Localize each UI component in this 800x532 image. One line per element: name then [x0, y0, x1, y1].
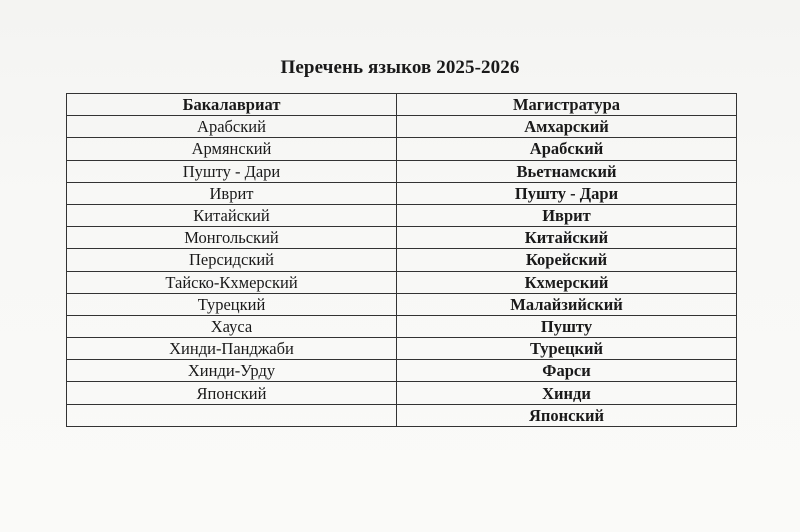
bachelor-language-cell: Монгольский — [67, 227, 397, 249]
table-row — [67, 315, 737, 337]
master-language-cell: Малайзийский — [397, 293, 737, 315]
bachelor-language-cell: Иврит — [67, 182, 397, 204]
table-body — [67, 116, 737, 427]
master-language-cell: Амхарский — [397, 116, 737, 138]
bachelor-language-cell: Персидский — [67, 249, 397, 271]
table-row — [67, 293, 737, 315]
bachelor-language-cell: Турецкий — [67, 293, 397, 315]
bachelor-language-cell: Арабский — [67, 116, 397, 138]
table-row — [67, 160, 737, 182]
bachelor-language-cell: Хинди-Урду — [67, 360, 397, 382]
master-language-cell: Китайский — [397, 227, 737, 249]
table-row — [67, 271, 737, 293]
table-row — [67, 204, 737, 226]
table-row — [67, 360, 737, 382]
bachelor-language-cell: Пушту - Дари — [67, 160, 397, 182]
master-language-cell: Хинди — [397, 382, 737, 404]
master-language-cell: Пушту — [397, 315, 737, 337]
master-language-cell: Турецкий — [397, 338, 737, 360]
table-row — [67, 338, 737, 360]
table-row — [67, 116, 737, 138]
master-language-cell: Иврит — [397, 204, 737, 226]
master-language-cell: Фарси — [397, 360, 737, 382]
master-language-cell: Пушту - Дари — [397, 182, 737, 204]
table-row — [67, 404, 737, 426]
master-language-cell: Корейский — [397, 249, 737, 271]
column-header-bachelor: Бакалавриат — [67, 94, 397, 116]
bachelor-language-cell: Хауса — [67, 315, 397, 337]
bachelor-language-cell — [67, 404, 397, 426]
master-language-cell: Арабский — [397, 138, 737, 160]
table-row — [67, 138, 737, 160]
bachelor-language-cell: Тайско-Кхмерский — [67, 271, 397, 293]
bachelor-language-cell: Армянский — [67, 138, 397, 160]
column-header-master: Магистратура — [397, 94, 737, 116]
bachelor-language-cell: Китайский — [67, 204, 397, 226]
languages-table — [66, 93, 737, 427]
bachelor-language-cell: Японский — [67, 382, 397, 404]
table-row — [67, 382, 737, 404]
page-title: Перечень языков 2025-2026 — [280, 57, 520, 78]
table-row — [67, 249, 737, 271]
table-row — [67, 182, 737, 204]
master-language-cell: Кхмерский — [397, 271, 737, 293]
bachelor-language-cell: Хинди-Панджаби — [67, 338, 397, 360]
table-row — [67, 227, 737, 249]
table-header-row — [67, 94, 737, 116]
master-language-cell: Японский — [397, 404, 737, 426]
master-language-cell: Вьетнамский — [397, 160, 737, 182]
